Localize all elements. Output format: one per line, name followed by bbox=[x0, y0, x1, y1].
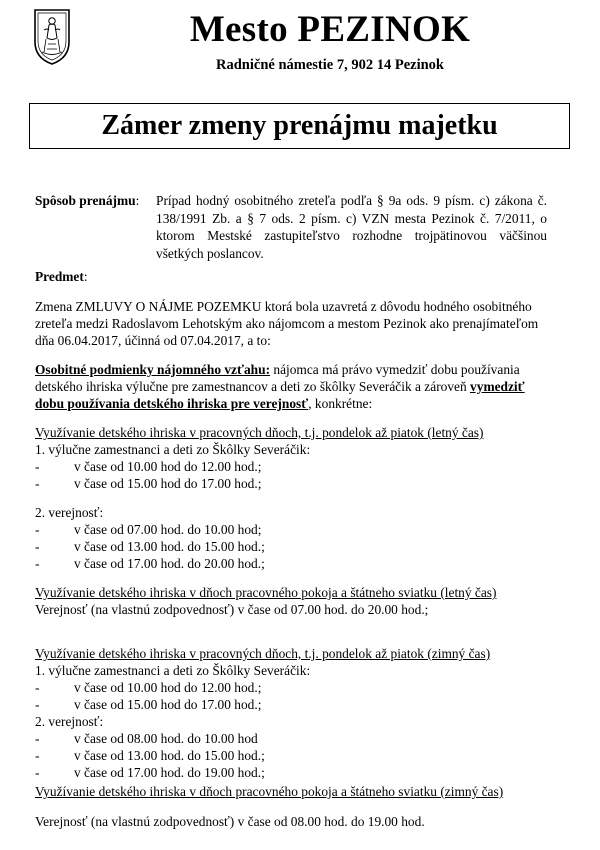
dash: - bbox=[35, 765, 40, 780]
dash: - bbox=[35, 459, 40, 474]
winter-group1-label: 1. výlučne zamestnanci a deti zo Škôlky Severáčik: bbox=[35, 663, 311, 678]
document-title: Zámer zmeny prenájmu majetku bbox=[29, 103, 570, 149]
summer-group2-label: 2. verejnosť: bbox=[35, 505, 104, 520]
conditions-label: Osobitné podmienky nájomného vzťahu: bbox=[35, 362, 271, 377]
list-item: v čase od 15.00 hod do 17.00 hod.; bbox=[74, 697, 262, 712]
dash: - bbox=[35, 680, 40, 695]
list-item: v čase od 10.00 hod do 12.00 hod.; bbox=[74, 680, 262, 695]
list-item: v čase od 17.00 hod. do 19.00 hod.; bbox=[74, 765, 265, 780]
list-item: v čase od 10.00 hod do 12.00 hod.; bbox=[74, 459, 262, 474]
list-item: v čase od 08.00 hod. do 10.00 hod bbox=[74, 731, 258, 746]
winter-workdays-heading: Využívanie detského ihriska v pracovných dňoch, t.j. pondelok až piatok (zimný čas) bbox=[35, 646, 491, 661]
dash: - bbox=[35, 476, 40, 491]
list-item: v čase od 13.00 hod. do 15.00 hod.; bbox=[74, 539, 265, 554]
dash: - bbox=[35, 731, 40, 746]
list-item: v čase od 13.00 hod. do 15.00 hod.; bbox=[74, 748, 265, 763]
summer-holidays-heading: Využívanie detského ihriska v dňoch pracovného pokoja a štátneho sviatku (letný čas) bbox=[35, 585, 497, 600]
winter-group2-label: 2. verejnosť: bbox=[35, 714, 104, 729]
coat-of-arms-icon bbox=[33, 8, 71, 66]
city-name: Mesto PEZINOK bbox=[189, 9, 471, 50]
dash: - bbox=[35, 522, 40, 537]
contract-line-2: zreteľa medzi Radoslavom Lehotským ako nájomcom a mestom Pezinok ako prenajímateľom bbox=[35, 316, 539, 331]
list-item: v čase od 07.00 hod. do 10.00 hod; bbox=[74, 522, 262, 537]
summer-group1-label: 1. výlučne zamestnanci a deti zo Škôlky Severáčik: bbox=[35, 442, 311, 457]
list-item: v čase od 15.00 hod do 17.00 hod.; bbox=[74, 476, 262, 491]
dash: - bbox=[35, 748, 40, 763]
method-text: Prípad hodný osobitného zreteľa podľa § 9a ods. 9 písm. c) zákona č. 138/1991 Zb. a § 7 ods. 2 písm. c) VZN mesta Pezinok č. 7/2011, o ktorom Mestské zastupiteľstvo rozhodne trojpätinovou väčšinou všetkých poslancov. bbox=[156, 193, 547, 261]
winter-holidays-text: Verejnosť (na vlastnú zodpovednosť) v čase od 08.00 hod. do 19.00 hod. bbox=[35, 814, 425, 829]
dash: - bbox=[35, 697, 40, 712]
subject-label: Predmet: bbox=[35, 269, 88, 284]
conditions-line-2: detského ihriska výlučne pre zamestnancov a deti zo škôlky Severáčik a zároveň vymedziť bbox=[35, 379, 525, 394]
winter-holidays-heading: Využívanie detského ihriska v dňoch pracovného pokoja a štátneho sviatku (zimný čas) bbox=[35, 784, 504, 799]
method-label: Spôsob prenájmu: bbox=[35, 193, 140, 208]
list-item: v čase od 17.00 hod. do 20.00 hod.; bbox=[74, 556, 265, 571]
city-address: Radničné námestie 7, 902 14 Pezinok bbox=[216, 57, 444, 73]
contract-line-3: dňa 06.04.2017, účinná od 07.04.2017, a to: bbox=[35, 333, 271, 348]
conditions-line-3: dobu používania detského ihriska pre verejnosť, konkrétne: bbox=[35, 396, 373, 411]
dash: - bbox=[35, 539, 40, 554]
dash: - bbox=[35, 556, 40, 571]
conditions-line-1: Osobitné podmienky nájomného vzťahu: nájomca má právo vymedziť dobu používania bbox=[35, 362, 520, 377]
summer-holidays-text: Verejnosť (na vlastnú zodpovednosť) v čase od 07.00 hod. do 20.00 hod.; bbox=[35, 602, 429, 617]
contract-line-1: Zmena ZMLUVY O NÁJME POZEMKU ktorá bola uzavretá z dôvodu hodného osobitného bbox=[35, 299, 532, 314]
summer-workdays-heading: Využívanie detského ihriska v pracovných dňoch, t.j. pondelok až piatok (letný čas) bbox=[35, 425, 484, 440]
